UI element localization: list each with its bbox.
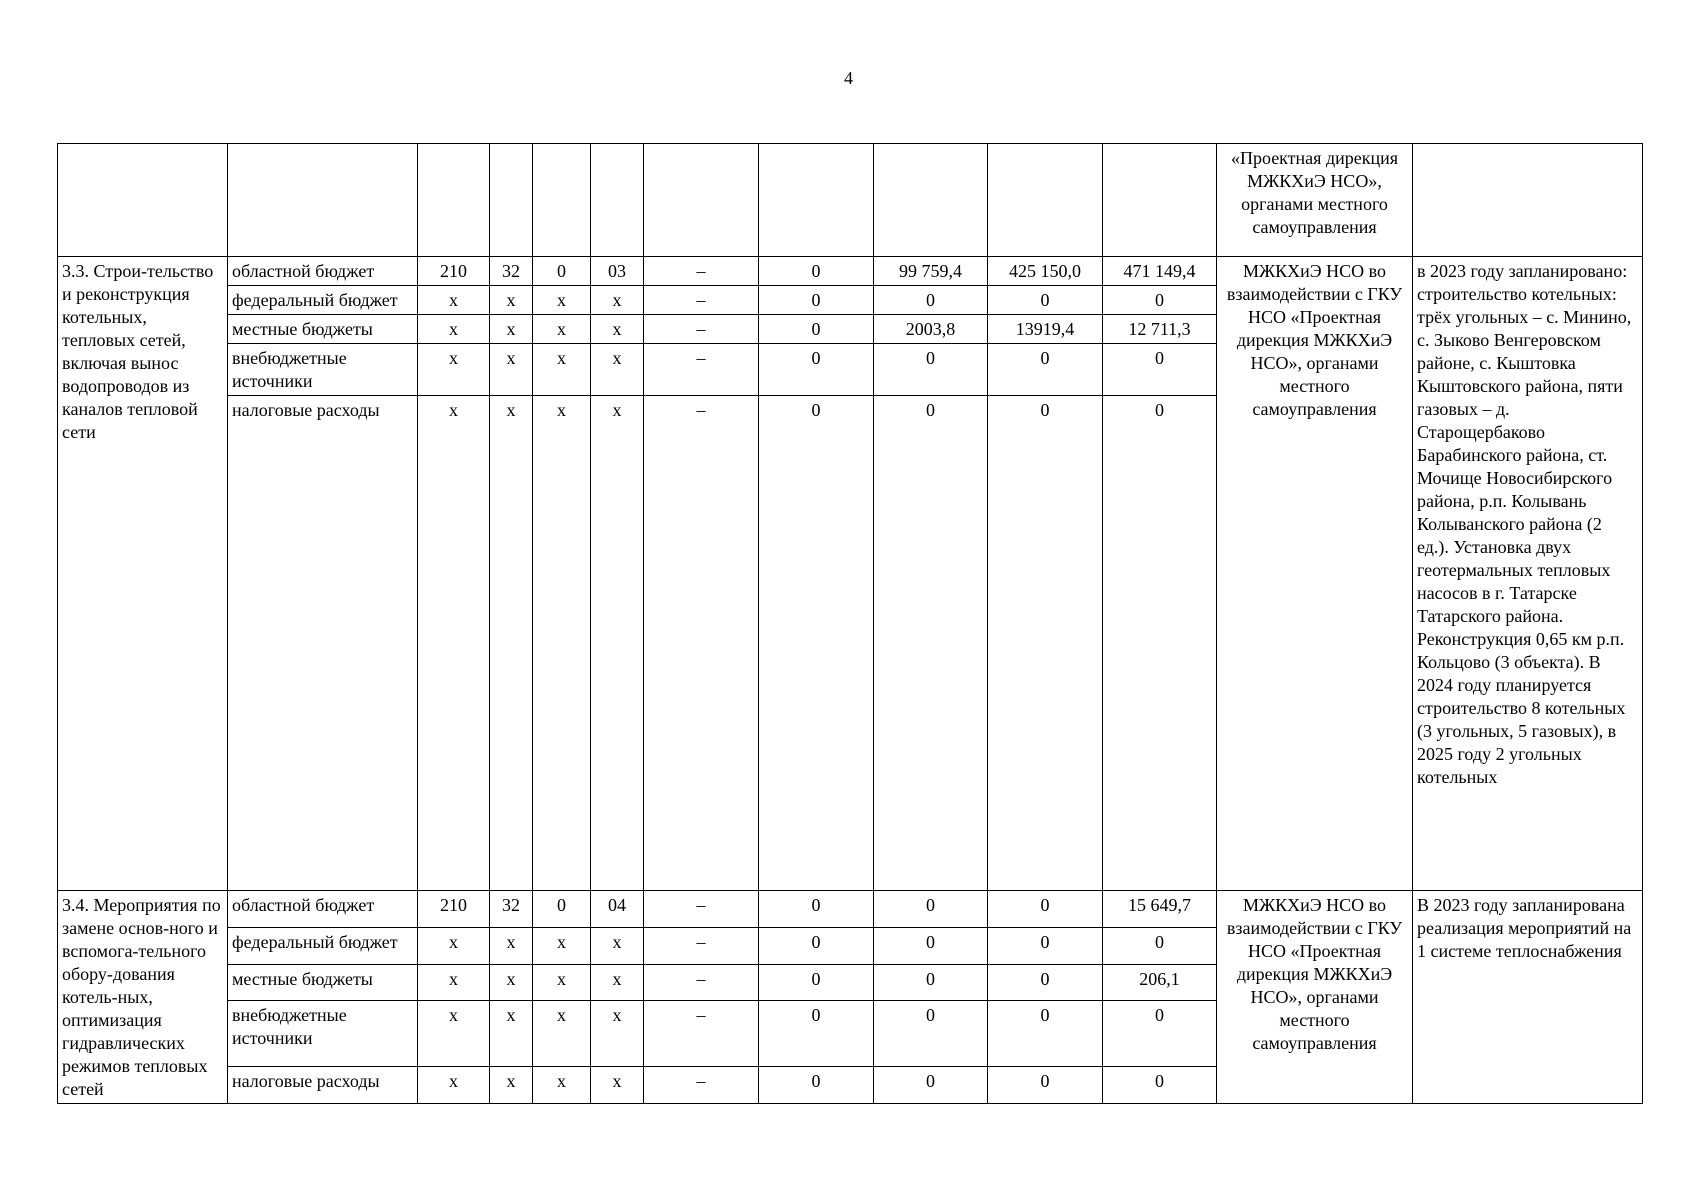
- value-cell: 0: [874, 927, 988, 964]
- value-cell: 0: [759, 257, 874, 286]
- code-cell: –: [644, 927, 759, 964]
- code-cell: х: [533, 964, 591, 1001]
- code-cell: х: [490, 315, 533, 344]
- section-name: 3.4. Мероприятия по замене основ-ного и вспомога-тельного обору-дования котель-ных, оптимизация гидравлических режимов тепловых сетей: [58, 891, 228, 1104]
- code-cell: х: [533, 396, 591, 891]
- value-cell: 0: [759, 1067, 874, 1104]
- code-cell: х: [418, 396, 490, 891]
- program-table: [57, 143, 1643, 1104]
- value-cell: 471 149,4: [1103, 257, 1217, 286]
- section-executor: МЖКХиЭ НСО во взаимодействии с ГКУ НСО «Проектная дирекция МЖКХиЭ НСО», органами местного самоуправления: [1217, 257, 1413, 891]
- funding-source: внебюджетные источники: [228, 1001, 418, 1067]
- value-cell: 0: [759, 964, 874, 1001]
- code-cell: х: [591, 1067, 644, 1104]
- code-cell: –: [644, 257, 759, 286]
- code-cell: –: [644, 1001, 759, 1067]
- code-cell: х: [418, 1067, 490, 1104]
- code-cell: х: [490, 1067, 533, 1104]
- code-cell: х: [591, 964, 644, 1001]
- value-cell: 0: [759, 891, 874, 928]
- value-cell: 0: [988, 891, 1103, 928]
- code-cell: х: [533, 1001, 591, 1067]
- value-cell: 12 711,3: [1103, 315, 1217, 344]
- value-cell: 0: [988, 396, 1103, 891]
- code-cell: 04: [591, 891, 644, 928]
- value-cell: 0: [988, 964, 1103, 1001]
- code-cell: 210: [418, 257, 490, 286]
- code-cell: х: [591, 315, 644, 344]
- value-cell: 0: [1103, 396, 1217, 891]
- code-cell: х: [418, 964, 490, 1001]
- code-cell: х: [533, 344, 591, 396]
- funding-source: местные бюджеты: [228, 964, 418, 1001]
- value-cell: 15 649,7: [1103, 891, 1217, 928]
- section-executor: МЖКХиЭ НСО во взаимодействии с ГКУ НСО «Проектная дирекция МЖКХиЭ НСО», органами местного самоуправления: [1217, 891, 1413, 1104]
- value-cell: 2003,8: [874, 315, 988, 344]
- value-cell: 13919,4: [988, 315, 1103, 344]
- value-cell: 0: [1103, 1001, 1217, 1067]
- code-cell: х: [533, 286, 591, 315]
- section-result: В 2023 году запланирована реализация мероприятий на 1 системе теплоснабжения: [1413, 891, 1643, 1104]
- value-cell: 0: [1103, 344, 1217, 396]
- code-cell: 210: [418, 891, 490, 928]
- funding-source: налоговые расходы: [228, 396, 418, 891]
- value-cell: 0: [759, 344, 874, 396]
- value-cell: 0: [988, 344, 1103, 396]
- code-cell: х: [418, 1001, 490, 1067]
- funding-source: федеральный бюджет: [228, 927, 418, 964]
- code-cell: х: [490, 1001, 533, 1067]
- value-cell: 0: [874, 396, 988, 891]
- code-cell: –: [644, 344, 759, 396]
- code-cell: –: [644, 891, 759, 928]
- code-cell: х: [418, 286, 490, 315]
- code-cell: –: [644, 1067, 759, 1104]
- value-cell: 0: [988, 286, 1103, 315]
- code-cell: х: [533, 315, 591, 344]
- value-cell: 0: [988, 927, 1103, 964]
- value-cell: 0: [1103, 1067, 1217, 1104]
- code-cell: 32: [490, 257, 533, 286]
- value-cell: 0: [874, 1001, 988, 1067]
- funding-source: внебюджетные источники: [228, 344, 418, 396]
- continuation-executor: «Проектная дирекция МЖКХиЭ НСО», органами местного самоуправления: [1217, 144, 1413, 257]
- value-cell: 99 759,4: [874, 257, 988, 286]
- value-cell: 0: [759, 927, 874, 964]
- value-cell: 0: [1103, 927, 1217, 964]
- value-cell: 0: [874, 1067, 988, 1104]
- value-cell: 0: [759, 396, 874, 891]
- code-cell: 03: [591, 257, 644, 286]
- code-cell: х: [533, 1067, 591, 1104]
- table-row: [58, 257, 1643, 286]
- code-cell: х: [418, 344, 490, 396]
- code-cell: –: [644, 964, 759, 1001]
- funding-source: федеральный бюджет: [228, 286, 418, 315]
- value-cell: 0: [874, 286, 988, 315]
- code-cell: х: [591, 1001, 644, 1067]
- value-cell: 425 150,0: [988, 257, 1103, 286]
- value-cell: 0: [874, 964, 988, 1001]
- value-cell: 0: [1103, 286, 1217, 315]
- funding-source: местные бюджеты: [228, 315, 418, 344]
- code-cell: х: [591, 927, 644, 964]
- page-number: 4: [844, 68, 853, 88]
- code-cell: х: [591, 344, 644, 396]
- value-cell: 0: [759, 286, 874, 315]
- value-cell: 0: [874, 344, 988, 396]
- code-cell: х: [418, 927, 490, 964]
- code-cell: –: [644, 286, 759, 315]
- code-cell: х: [490, 344, 533, 396]
- continuation-row: [58, 144, 1643, 257]
- code-cell: х: [591, 396, 644, 891]
- code-cell: –: [644, 396, 759, 891]
- value-cell: 0: [759, 1001, 874, 1067]
- funding-source: областной бюджет: [228, 891, 418, 928]
- section-result: в 2023 году запланировано: строительство котельных: трёх угольных – с. Минино, с. Зыково Венгеровском районе, с. Кыштовка Кыштовского района, пяти газовых – д. Старощербаково Барабинского района, ст. Мочище Новосибирского района, р.п. Колывань Колыванского района (2 ед.). Установка двух геотермальных тепловых насосов в г. Татарске Татарского района. Реконструкция 0,65 км р.п. Кольцово (3 объекта). В 2024 году планируется строительство 8 котельных (3 угольных, 5 газовых), в 2025 году 2 угольных котельных: [1413, 257, 1643, 891]
- section-name: 3.3. Строи-тельство и реконструкция котельных, тепловых сетей, включая вынос водопроводов из каналов тепловой сети: [58, 257, 228, 891]
- code-cell: х: [591, 286, 644, 315]
- code-cell: х: [533, 927, 591, 964]
- code-cell: 32: [490, 891, 533, 928]
- code-cell: х: [418, 315, 490, 344]
- code-cell: х: [490, 286, 533, 315]
- code-cell: х: [490, 927, 533, 964]
- value-cell: 206,1: [1103, 964, 1217, 1001]
- funding-source: областной бюджет: [228, 257, 418, 286]
- value-cell: 0: [874, 891, 988, 928]
- code-cell: х: [490, 396, 533, 891]
- value-cell: 0: [988, 1001, 1103, 1067]
- code-cell: х: [490, 964, 533, 1001]
- code-cell: –: [644, 315, 759, 344]
- code-cell: 0: [533, 257, 591, 286]
- code-cell: 0: [533, 891, 591, 928]
- table-row: [58, 891, 1643, 928]
- value-cell: 0: [988, 1067, 1103, 1104]
- funding-source: налоговые расходы: [228, 1067, 418, 1104]
- value-cell: 0: [759, 315, 874, 344]
